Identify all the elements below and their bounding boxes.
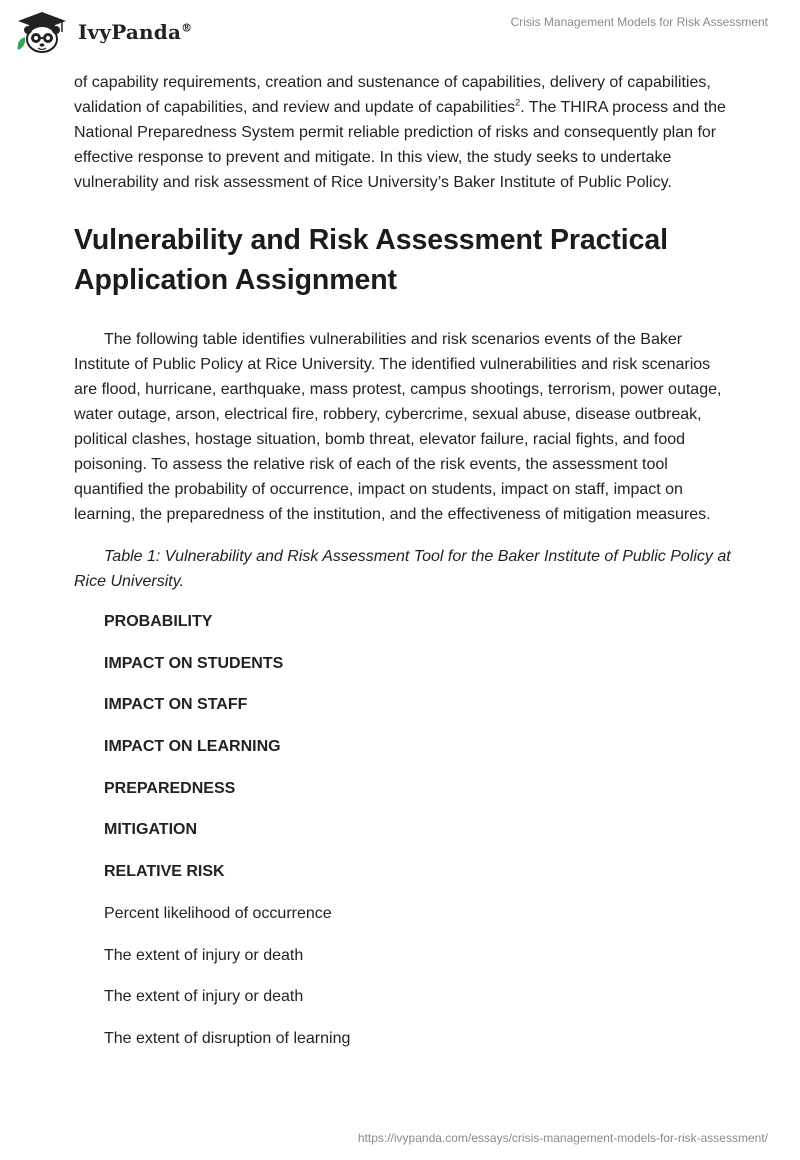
section-paragraph: The following table identifies vulnerabilities and risk scenarios events of the Baker Institute of Public Policy at Rice University. The identified vulnerabilities and risk scenarios are flood, hurricane, earthquake, mass protest, campus shootings, terrorism, power outage, water outage, arson, electrical fire, robbery, cybercrime, sexual abuse, disease outbreak, political clashes, hostage situation, bomb threat, elevator failure, racial fights, and food poisoning. To assess the relative risk of each of the risk events, the assessment tool quantified the probability of occurrence, impact on students, impact on staff, impact on learning, the preparedness of the institution, and the effectiveness of mitigation measures. [74, 331, 722, 523]
document-title: Crisis Management Models for Risk Assessment [510, 15, 768, 29]
table-header-cell: IMPACT ON LEARNING [104, 738, 281, 756]
table-cell: The extent of disruption of learning [104, 1029, 351, 1047]
panda-graduate-icon [14, 10, 70, 54]
brand-name: IvyPanda® [78, 20, 193, 44]
intro-paragraph: of capability requirements, creation and sustenance of capabilities, delivery of capabilities, validation of capabilities, and review and update of capabilities$^2$. The THIRA process and the National Preparedness System permit reliable prediction of risks and consequently plan for effective response to prevent and mitigate. In this view, the study seeks to undertake vulnerability and risk assessment of Rice University’s Baker Institute of Public Policy. [74, 74, 726, 191]
table-header-cell: PROBABILITY [104, 613, 213, 630]
table-header-cell: RELATIVE RISK [104, 863, 225, 881]
assessment-table [74, 609, 734, 1068]
table-header-cell: MITIGATION [104, 821, 198, 839]
article-content [74, 70, 734, 1068]
registered-mark: ® [181, 21, 193, 35]
table-cell: The extent of injury or death [104, 988, 304, 1006]
table-cell: The extent of injury or death [104, 946, 304, 964]
table-caption: Table 1: Vulnerability and Risk Assessment Tool for the Baker Institute of Public Policy at Rice University. [74, 548, 731, 590]
table-header-cell: IMPACT ON STUDENTS [104, 654, 284, 672]
page-header [0, 0, 800, 70]
brand-logo[interactable] [14, 10, 192, 54]
section-heading: Vulnerability and Risk Assessment Practical Application Assignment [74, 224, 668, 296]
footer-url[interactable]: https://ivypanda.com/essays/crisis-management-models-for-risk-assessment/ [357, 1131, 768, 1145]
table-header-cell: PREPAREDNESS [104, 779, 236, 797]
footnote-ref[interactable]: 2 [515, 97, 521, 108]
table-header-cell: IMPACT ON STAFF [104, 696, 248, 714]
table-cell: Percent likelihood of occurrence [104, 904, 332, 922]
